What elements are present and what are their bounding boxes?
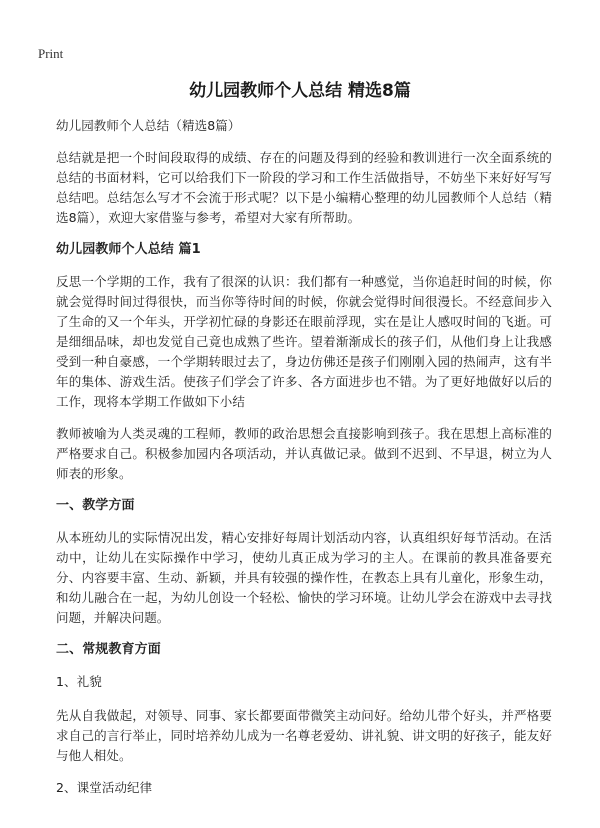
article-body xyxy=(56,116,552,812)
section-teaching-paragraph: 从本班幼儿的实际情况出发，精心安排好每周计划活动内容，认真组织好每节活动。在活动中，让幼儿在实际操作中学习，使幼儿真正成为学习的主人。在课前的教具准备要充分、内容要丰富、生动、新颖，并具有较强的操作性，在教态上具有儿童化，形象生动，和幼儿融合在一起，为幼儿创设一个轻松、愉快的学习环境。让幼儿学会在游戏中去寻找问题，并解决问题。 xyxy=(56,530,552,625)
piece-1-paragraph-1: 反思一个学期的工作，我有了很深的认识：我们都有一种感觉，当你追赶时间的时候，你就会觉得时间过得很快，而当你等待时间的时候，你就会觉得时间很漫长。不经意间步入了生命的又一个年头，开学初忙碌的身影还在眼前浮现，实在是让人感叹时间的飞逝。可是细细品味，却也发觉自己竟也成熟了些许。望着渐渐成长的孩子们，从他们身上让我感受到一种自豪感，一个学期转眼过去了，身边仿佛还是孩子们刚刚入园的热闹声，这有半年的集体、游戏生活。使孩子们学会了许多、各方面进步也不错。为了更好地做好以后的工作，现将本学期工作做如下小结 xyxy=(56,274,552,409)
page-title: 幼儿园教师个人总结 精选8篇 xyxy=(189,81,411,101)
article-subtitle: 幼儿园教师个人总结（精选8篇） xyxy=(56,118,241,133)
section-routine-heading: 二、常规教育方面 xyxy=(56,642,161,657)
intro-paragraph: 总结就是把一个时间段取得的成绩、存在的问题及得到的经验和教训进行一次全面系统的总结的书面材料，它可以给我们下一阶段的学习和工作生活做指导，不妨坐下来好好写写总结吧。总结怎么写才不会流于形式呢？以下是小编精心整理的幼儿园教师个人总结（精选8篇），欢迎大家借鉴与参考，希望对大家有所帮助。 xyxy=(56,150,552,225)
print-link[interactable]: Print xyxy=(38,46,64,61)
piece-1-heading: 幼儿园教师个人总结 篇1 xyxy=(56,242,201,257)
piece-1-paragraph-2: 教师被喻为人类灵魂的工程师，教师的政治思想会直接影响到孩子。我在思想上高标准的严格要求自己。积极参加园内各项活动，并认真做记录。做到不迟到、不早退，树立为人师表的形象。 xyxy=(56,426,552,481)
subsection-discipline-heading: 2、课堂活动纪律 xyxy=(56,780,153,795)
section-teaching-heading: 一、教学方面 xyxy=(56,498,135,513)
subsection-courtesy-paragraph: 先从自我做起，对领导、同事、家长都要面带微笑主动问好。给幼儿带个好头，并严格要求自己的言行举止，同时培养幼儿成为一名尊老爱幼、讲礼貌、讲文明的好孩子，能友好与他人相处。 xyxy=(56,708,552,763)
subsection-courtesy-heading: 1、礼貌 xyxy=(56,674,102,689)
